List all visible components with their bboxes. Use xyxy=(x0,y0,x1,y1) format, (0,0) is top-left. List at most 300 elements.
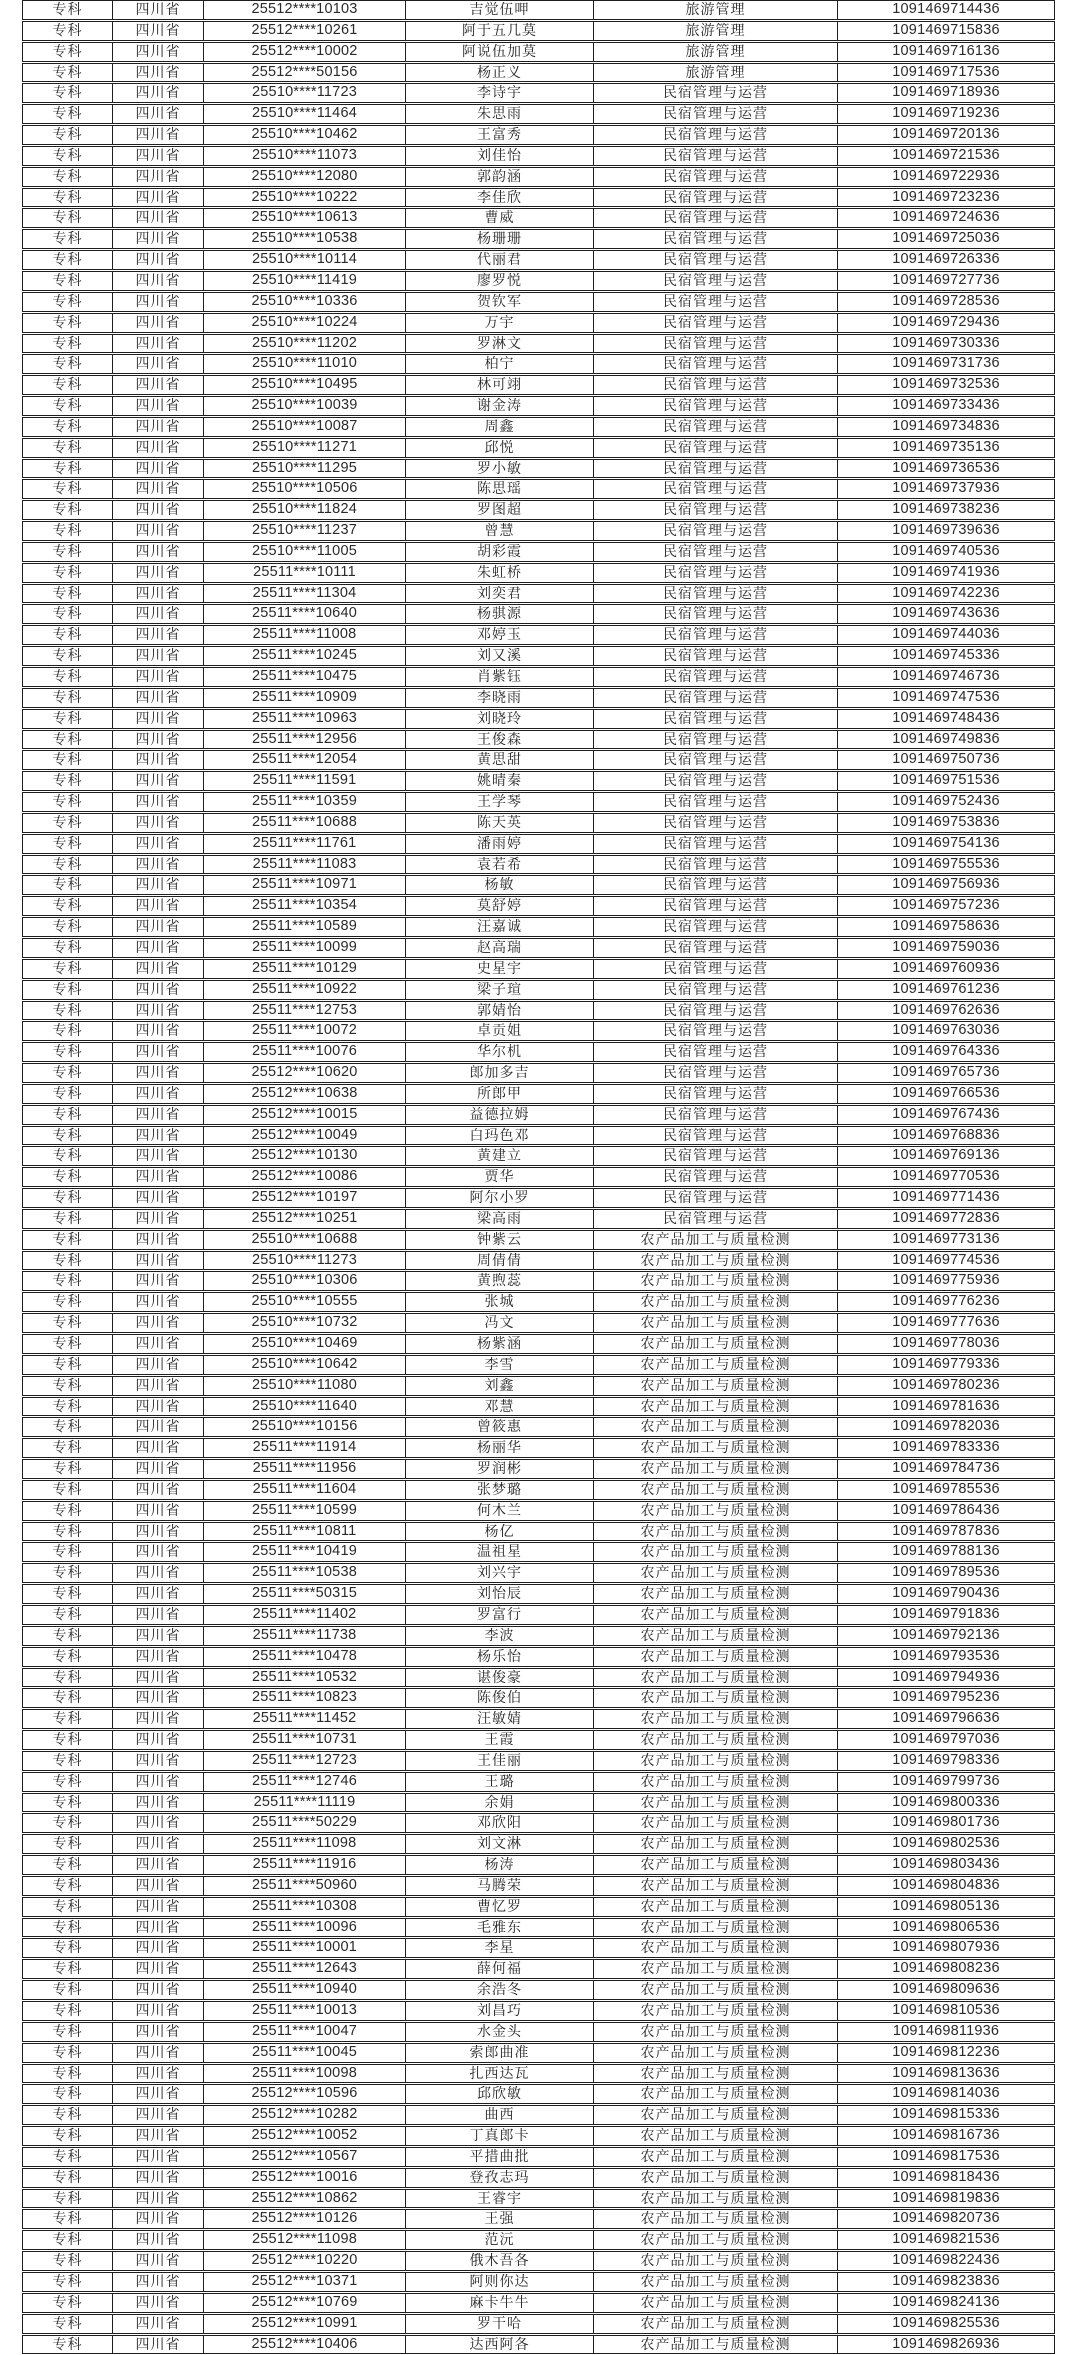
major-cell: 民宿管理与运营 xyxy=(593,438,837,458)
name-cell: 郭婧怡 xyxy=(405,1001,593,1021)
table-row xyxy=(22,1417,1055,1437)
province-cell: 四川省 xyxy=(112,750,203,770)
exam-id-cell: 25511****10963 xyxy=(203,709,405,729)
exam-id-cell: 25512****10015 xyxy=(203,1105,405,1125)
level-cell: 专科 xyxy=(22,521,112,541)
major-cell: 民宿管理与运营 xyxy=(593,292,837,312)
level-cell: 专科 xyxy=(22,1459,112,1479)
level-cell: 专科 xyxy=(22,2064,112,2084)
exam-id-cell: 25511****11304 xyxy=(203,584,405,604)
level-cell: 专科 xyxy=(22,646,112,666)
province-cell: 四川省 xyxy=(112,83,203,103)
table-row xyxy=(22,2001,1055,2021)
name-cell: 余娟 xyxy=(405,1793,593,1813)
serial-number-cell: 1091469746736 xyxy=(837,667,1055,687)
serial-number-cell: 1091469784736 xyxy=(837,1459,1055,1479)
province-cell: 四川省 xyxy=(112,479,203,499)
serial-number-cell: 1091469826936 xyxy=(837,2335,1055,2355)
serial-number-cell: 1091469800336 xyxy=(837,1793,1055,1813)
serial-number-cell: 1091469787836 xyxy=(837,1522,1055,1542)
table-row xyxy=(22,1397,1055,1417)
province-cell: 四川省 xyxy=(112,1209,203,1229)
major-cell: 农产品加工与质量检测 xyxy=(593,1271,837,1291)
exam-id-cell: 25511****10971 xyxy=(203,875,405,895)
table-row xyxy=(22,2314,1055,2334)
major-cell: 民宿管理与运营 xyxy=(593,1188,837,1208)
province-cell: 四川省 xyxy=(112,1918,203,1938)
table-row xyxy=(22,188,1055,208)
exam-id-cell: 25510****10156 xyxy=(203,1417,405,1437)
name-cell: 水金头 xyxy=(405,2022,593,2042)
serial-number-cell: 1091469789536 xyxy=(837,1563,1055,1583)
name-cell: 罗干哈 xyxy=(405,2314,593,2334)
province-cell: 四川省 xyxy=(112,896,203,916)
major-cell: 农产品加工与质量检测 xyxy=(593,2022,837,2042)
exam-id-cell: 25511****50960 xyxy=(203,1876,405,1896)
table-row xyxy=(22,1730,1055,1750)
serial-number-cell: 1091469824136 xyxy=(837,2293,1055,2313)
name-cell: 麻卡牛牛 xyxy=(405,2293,593,2313)
major-cell: 农产品加工与质量检测 xyxy=(593,2251,837,2271)
province-cell: 四川省 xyxy=(112,2147,203,2167)
major-cell: 农产品加工与质量检测 xyxy=(593,2105,837,2125)
major-cell: 民宿管理与运营 xyxy=(593,1021,837,1041)
name-cell: 廖罗悦 xyxy=(405,271,593,291)
serial-number-cell: 1091469780236 xyxy=(837,1376,1055,1396)
province-cell: 四川省 xyxy=(112,1001,203,1021)
level-cell: 专科 xyxy=(22,396,112,416)
level-cell: 专科 xyxy=(22,334,112,354)
serial-number-cell: 1091469766536 xyxy=(837,1084,1055,1104)
level-cell: 专科 xyxy=(22,1355,112,1375)
province-cell: 四川省 xyxy=(112,2335,203,2355)
province-cell: 四川省 xyxy=(112,146,203,166)
serial-number-cell: 1091469727736 xyxy=(837,271,1055,291)
serial-number-cell: 1091469735136 xyxy=(837,438,1055,458)
exam-id-cell: 25510****11824 xyxy=(203,500,405,520)
table-row xyxy=(22,2335,1055,2355)
exam-id-cell: 25511****12054 xyxy=(203,750,405,770)
table-row xyxy=(22,1709,1055,1729)
serial-number-cell: 1091469778036 xyxy=(837,1334,1055,1354)
exam-id-cell: 25512****10086 xyxy=(203,1167,405,1187)
major-cell: 农产品加工与质量检测 xyxy=(593,1542,837,1562)
table-row xyxy=(22,1146,1055,1166)
serial-number-cell: 1091469808236 xyxy=(837,1959,1055,1979)
level-cell: 专科 xyxy=(22,2001,112,2021)
serial-number-cell: 1091469792136 xyxy=(837,1626,1055,1646)
major-cell: 民宿管理与运营 xyxy=(593,104,837,124)
table-row xyxy=(22,1292,1055,1312)
exam-id-cell: 25510****11202 xyxy=(203,334,405,354)
major-cell: 民宿管理与运营 xyxy=(593,813,837,833)
province-cell: 四川省 xyxy=(112,1772,203,1792)
province-cell: 四川省 xyxy=(112,500,203,520)
exam-id-cell: 25511****10111 xyxy=(203,563,405,583)
exam-id-cell: 25511****10640 xyxy=(203,604,405,624)
major-cell: 农产品加工与质量检测 xyxy=(593,2043,837,2063)
level-cell: 专科 xyxy=(22,104,112,124)
level-cell: 专科 xyxy=(22,1605,112,1625)
exam-id-cell: 25512****10197 xyxy=(203,1188,405,1208)
table-row xyxy=(22,584,1055,604)
exam-id-cell: 25511****11402 xyxy=(203,1605,405,1625)
serial-number-cell: 1091469820736 xyxy=(837,2209,1055,2229)
province-cell: 四川省 xyxy=(112,375,203,395)
major-cell: 农产品加工与质量检测 xyxy=(593,2293,837,2313)
major-cell: 农产品加工与质量检测 xyxy=(593,1793,837,1813)
major-cell: 民宿管理与运营 xyxy=(593,208,837,228)
table-row xyxy=(22,1980,1055,2000)
major-cell: 农产品加工与质量检测 xyxy=(593,2189,837,2209)
major-cell: 民宿管理与运营 xyxy=(593,1084,837,1104)
level-cell: 专科 xyxy=(22,2251,112,2271)
province-cell: 四川省 xyxy=(112,959,203,979)
major-cell: 民宿管理与运营 xyxy=(593,688,837,708)
table-row xyxy=(22,1522,1055,1542)
name-cell: 刘又溪 xyxy=(405,646,593,666)
province-cell: 四川省 xyxy=(112,709,203,729)
exam-id-cell: 25510****11080 xyxy=(203,1376,405,1396)
serial-number-cell: 1091469782036 xyxy=(837,1417,1055,1437)
table-row xyxy=(22,229,1055,249)
major-cell: 民宿管理与运营 xyxy=(593,1146,837,1166)
province-cell: 四川省 xyxy=(112,938,203,958)
province-cell: 四川省 xyxy=(112,1459,203,1479)
province-cell: 四川省 xyxy=(112,730,203,750)
major-cell: 民宿管理与运营 xyxy=(593,146,837,166)
name-cell: 所郎甲 xyxy=(405,1084,593,1104)
province-cell: 四川省 xyxy=(112,417,203,437)
level-cell: 专科 xyxy=(22,1334,112,1354)
province-cell: 四川省 xyxy=(112,1938,203,1958)
exam-id-cell: 25512****11098 xyxy=(203,2230,405,2250)
serial-number-cell: 1091469732536 xyxy=(837,375,1055,395)
table-row xyxy=(22,125,1055,145)
serial-number-cell: 1091469798336 xyxy=(837,1751,1055,1771)
province-cell: 四川省 xyxy=(112,2272,203,2292)
province-cell: 四川省 xyxy=(112,334,203,354)
province-cell: 四川省 xyxy=(112,250,203,270)
level-cell: 专科 xyxy=(22,584,112,604)
name-cell: 邓欣阳 xyxy=(405,1813,593,1833)
name-cell: 温祖星 xyxy=(405,1542,593,1562)
level-cell: 专科 xyxy=(22,1501,112,1521)
province-cell: 四川省 xyxy=(112,1959,203,1979)
serial-number-cell: 1091469737936 xyxy=(837,479,1055,499)
name-cell: 赵高瑞 xyxy=(405,938,593,958)
serial-number-cell: 1091469770536 xyxy=(837,1167,1055,1187)
major-cell: 农产品加工与质量检测 xyxy=(593,1730,837,1750)
province-cell: 四川省 xyxy=(112,208,203,228)
name-cell: 姚晴秦 xyxy=(405,771,593,791)
province-cell: 四川省 xyxy=(112,188,203,208)
serial-number-cell: 1091469720136 xyxy=(837,125,1055,145)
table-row xyxy=(22,667,1055,687)
serial-number-cell: 1091469764336 xyxy=(837,1042,1055,1062)
province-cell: 四川省 xyxy=(112,438,203,458)
table-row xyxy=(22,792,1055,812)
serial-number-cell: 1091469795236 xyxy=(837,1688,1055,1708)
serial-number-cell: 1091469736536 xyxy=(837,459,1055,479)
level-cell: 专科 xyxy=(22,834,112,854)
exam-id-cell: 25511****11591 xyxy=(203,771,405,791)
major-cell: 农产品加工与质量检测 xyxy=(593,2230,837,2250)
name-cell: 梁子瑄 xyxy=(405,980,593,1000)
table-row xyxy=(22,1751,1055,1771)
level-cell: 专科 xyxy=(22,21,112,41)
table-row xyxy=(22,2043,1055,2063)
province-cell: 四川省 xyxy=(112,2105,203,2125)
name-cell: 罗图超 xyxy=(405,500,593,520)
table-row xyxy=(22,1897,1055,1917)
serial-number-cell: 1091469761236 xyxy=(837,980,1055,1000)
level-cell: 专科 xyxy=(22,2147,112,2167)
province-cell: 四川省 xyxy=(112,1251,203,1271)
exam-id-cell: 25510****11010 xyxy=(203,354,405,374)
province-cell: 四川省 xyxy=(112,1501,203,1521)
table-row xyxy=(22,1438,1055,1458)
province-cell: 四川省 xyxy=(112,63,203,83)
province-cell: 四川省 xyxy=(112,2168,203,2188)
serial-number-cell: 1091469760936 xyxy=(837,959,1055,979)
level-cell: 专科 xyxy=(22,1751,112,1771)
province-cell: 四川省 xyxy=(112,1813,203,1833)
exam-id-cell: 25511****11083 xyxy=(203,855,405,875)
exam-id-cell: 25511****50315 xyxy=(203,1584,405,1604)
major-cell: 民宿管理与运营 xyxy=(593,938,837,958)
level-cell: 专科 xyxy=(22,313,112,333)
serial-number-cell: 1091469775936 xyxy=(837,1271,1055,1291)
major-cell: 农产品加工与质量检测 xyxy=(593,1668,837,1688)
level-cell: 专科 xyxy=(22,771,112,791)
name-cell: 杨珊珊 xyxy=(405,229,593,249)
province-cell: 四川省 xyxy=(112,1793,203,1813)
exam-id-cell: 25510****10306 xyxy=(203,1271,405,1291)
name-cell: 王俊森 xyxy=(405,730,593,750)
exam-id-cell: 25511****10013 xyxy=(203,2001,405,2021)
table-row xyxy=(22,42,1055,62)
exam-id-cell: 25512****10991 xyxy=(203,2314,405,2334)
province-cell: 四川省 xyxy=(112,980,203,1000)
province-cell: 四川省 xyxy=(112,688,203,708)
name-cell: 柏宁 xyxy=(405,354,593,374)
name-cell: 陈思瑶 xyxy=(405,479,593,499)
table-row xyxy=(22,604,1055,624)
serial-number-cell: 1091469791836 xyxy=(837,1605,1055,1625)
table-row xyxy=(22,750,1055,770)
table-row xyxy=(22,709,1055,729)
exam-id-cell: 25511****11956 xyxy=(203,1459,405,1479)
serial-number-cell: 1091469790436 xyxy=(837,1584,1055,1604)
level-cell: 专科 xyxy=(22,500,112,520)
exam-id-cell: 25512****10251 xyxy=(203,1209,405,1229)
table-row xyxy=(22,875,1055,895)
level-cell: 专科 xyxy=(22,167,112,187)
name-cell: 曹忆罗 xyxy=(405,1897,593,1917)
serial-number-cell: 1091469768836 xyxy=(837,1126,1055,1146)
exam-id-cell: 25512****10002 xyxy=(203,42,405,62)
province-cell: 四川省 xyxy=(112,1042,203,1062)
name-cell: 杨丽华 xyxy=(405,1438,593,1458)
serial-number-cell: 1091469797036 xyxy=(837,1730,1055,1750)
table-row xyxy=(22,834,1055,854)
province-cell: 四川省 xyxy=(112,625,203,645)
serial-number-cell: 1091469763036 xyxy=(837,1021,1055,1041)
name-cell: 黄思甜 xyxy=(405,750,593,770)
exam-id-cell: 25512****10016 xyxy=(203,2168,405,2188)
table-row xyxy=(22,1167,1055,1187)
table-row xyxy=(22,855,1055,875)
exam-id-cell: 25512****10596 xyxy=(203,2084,405,2104)
name-cell: 刘昌巧 xyxy=(405,2001,593,2021)
level-cell: 专科 xyxy=(22,250,112,270)
exam-id-cell: 25511****50229 xyxy=(203,1813,405,1833)
province-cell: 四川省 xyxy=(112,813,203,833)
table-row xyxy=(22,1230,1055,1250)
name-cell: 林可翊 xyxy=(405,375,593,395)
name-cell: 白玛色邓 xyxy=(405,1126,593,1146)
level-cell: 专科 xyxy=(22,1709,112,1729)
serial-number-cell: 1091469756936 xyxy=(837,875,1055,895)
level-cell: 专科 xyxy=(22,2293,112,2313)
province-cell: 四川省 xyxy=(112,1542,203,1562)
province-cell: 四川省 xyxy=(112,271,203,291)
serial-number-cell: 1091469767436 xyxy=(837,1105,1055,1125)
exam-id-cell: 25512****10638 xyxy=(203,1084,405,1104)
province-cell: 四川省 xyxy=(112,1063,203,1083)
province-cell: 四川省 xyxy=(112,354,203,374)
province-cell: 四川省 xyxy=(112,1126,203,1146)
serial-number-cell: 1091469788136 xyxy=(837,1542,1055,1562)
table-row xyxy=(22,1793,1055,1813)
exam-id-cell: 25512****10130 xyxy=(203,1146,405,1166)
level-cell: 专科 xyxy=(22,896,112,916)
serial-number-cell: 1091469744036 xyxy=(837,625,1055,645)
major-cell: 农产品加工与质量检测 xyxy=(593,1709,837,1729)
major-cell: 农产品加工与质量检测 xyxy=(593,1480,837,1500)
province-cell: 四川省 xyxy=(112,125,203,145)
serial-number-cell: 1091469805136 xyxy=(837,1897,1055,1917)
level-cell: 专科 xyxy=(22,1313,112,1333)
major-cell: 民宿管理与运营 xyxy=(593,417,837,437)
province-cell: 四川省 xyxy=(112,42,203,62)
level-cell: 专科 xyxy=(22,2043,112,2063)
province-cell: 四川省 xyxy=(112,563,203,583)
serial-number-cell: 1091469804836 xyxy=(837,1876,1055,1896)
major-cell: 民宿管理与运营 xyxy=(593,125,837,145)
level-cell: 专科 xyxy=(22,563,112,583)
level-cell: 专科 xyxy=(22,1772,112,1792)
serial-number-cell: 1091469765736 xyxy=(837,1063,1055,1083)
name-cell: 代丽君 xyxy=(405,250,593,270)
name-cell: 杨骐源 xyxy=(405,604,593,624)
serial-number-cell: 1091469722936 xyxy=(837,167,1055,187)
level-cell: 专科 xyxy=(22,542,112,562)
table-row xyxy=(22,250,1055,270)
province-cell: 四川省 xyxy=(112,1605,203,1625)
table-row xyxy=(22,2147,1055,2167)
table-row xyxy=(22,2189,1055,2209)
major-cell: 农产品加工与质量检测 xyxy=(593,1584,837,1604)
province-cell: 四川省 xyxy=(112,771,203,791)
exam-id-cell: 25511****11008 xyxy=(203,625,405,645)
level-cell: 专科 xyxy=(22,292,112,312)
exam-id-cell: 25511****10308 xyxy=(203,1897,405,1917)
name-cell: 余浩冬 xyxy=(405,1980,593,2000)
name-cell: 罗小敏 xyxy=(405,459,593,479)
level-cell: 专科 xyxy=(22,980,112,1000)
level-cell: 专科 xyxy=(22,1146,112,1166)
major-cell: 民宿管理与运营 xyxy=(593,709,837,729)
table-row xyxy=(22,980,1055,1000)
exam-id-cell: 25512****10049 xyxy=(203,1126,405,1146)
major-cell: 民宿管理与运营 xyxy=(593,584,837,604)
table-row xyxy=(22,2126,1055,2146)
major-cell: 农产品加工与质量检测 xyxy=(593,1292,837,1312)
name-cell: 袁若希 xyxy=(405,855,593,875)
level-cell: 专科 xyxy=(22,417,112,437)
exam-id-cell: 25511****10047 xyxy=(203,2022,405,2042)
name-cell: 杨亿 xyxy=(405,1522,593,1542)
level-cell: 专科 xyxy=(22,2209,112,2229)
serial-number-cell: 1091469809636 xyxy=(837,1980,1055,2000)
level-cell: 专科 xyxy=(22,1397,112,1417)
serial-number-cell: 1091469812236 xyxy=(837,2043,1055,2063)
level-cell: 专科 xyxy=(22,2126,112,2146)
province-cell: 四川省 xyxy=(112,1355,203,1375)
major-cell: 旅游管理 xyxy=(593,0,837,20)
table-row xyxy=(22,1876,1055,1896)
table-row xyxy=(22,146,1055,166)
table-row xyxy=(22,2105,1055,2125)
serial-number-cell: 1091469758636 xyxy=(837,917,1055,937)
province-cell: 四川省 xyxy=(112,1084,203,1104)
table-row xyxy=(22,167,1055,187)
serial-number-cell: 1091469757236 xyxy=(837,896,1055,916)
level-cell: 专科 xyxy=(22,1167,112,1187)
table-row xyxy=(22,438,1055,458)
exam-id-cell: 25511****10076 xyxy=(203,1042,405,1062)
level-cell: 专科 xyxy=(22,625,112,645)
table-row xyxy=(22,1355,1055,1375)
exam-id-cell: 25511****10045 xyxy=(203,2043,405,2063)
table-row xyxy=(22,1063,1055,1083)
table-row xyxy=(22,2293,1055,2313)
level-cell: 专科 xyxy=(22,792,112,812)
exam-id-cell: 25511****10359 xyxy=(203,792,405,812)
name-cell: 刘晓玲 xyxy=(405,709,593,729)
serial-number-cell: 1091469818436 xyxy=(837,2168,1055,2188)
name-cell: 史星宇 xyxy=(405,959,593,979)
serial-number-cell: 1091469717536 xyxy=(837,63,1055,83)
serial-number-cell: 1091469747536 xyxy=(837,688,1055,708)
province-cell: 四川省 xyxy=(112,646,203,666)
major-cell: 农产品加工与质量检测 xyxy=(593,2147,837,2167)
exam-id-cell: 25510****10613 xyxy=(203,208,405,228)
exam-id-cell: 25511****11916 xyxy=(203,1855,405,1875)
exam-id-cell: 25511****12956 xyxy=(203,730,405,750)
table-row xyxy=(22,2209,1055,2229)
serial-number-cell: 1091469742236 xyxy=(837,584,1055,604)
major-cell: 农产品加工与质量检测 xyxy=(593,2168,837,2188)
exam-id-cell: 25512****50156 xyxy=(203,63,405,83)
serial-number-cell: 1091469821536 xyxy=(837,2230,1055,2250)
level-cell: 专科 xyxy=(22,2084,112,2104)
level-cell: 专科 xyxy=(22,959,112,979)
major-cell: 农产品加工与质量检测 xyxy=(593,1751,837,1771)
exam-id-cell: 25512****10103 xyxy=(203,0,405,20)
